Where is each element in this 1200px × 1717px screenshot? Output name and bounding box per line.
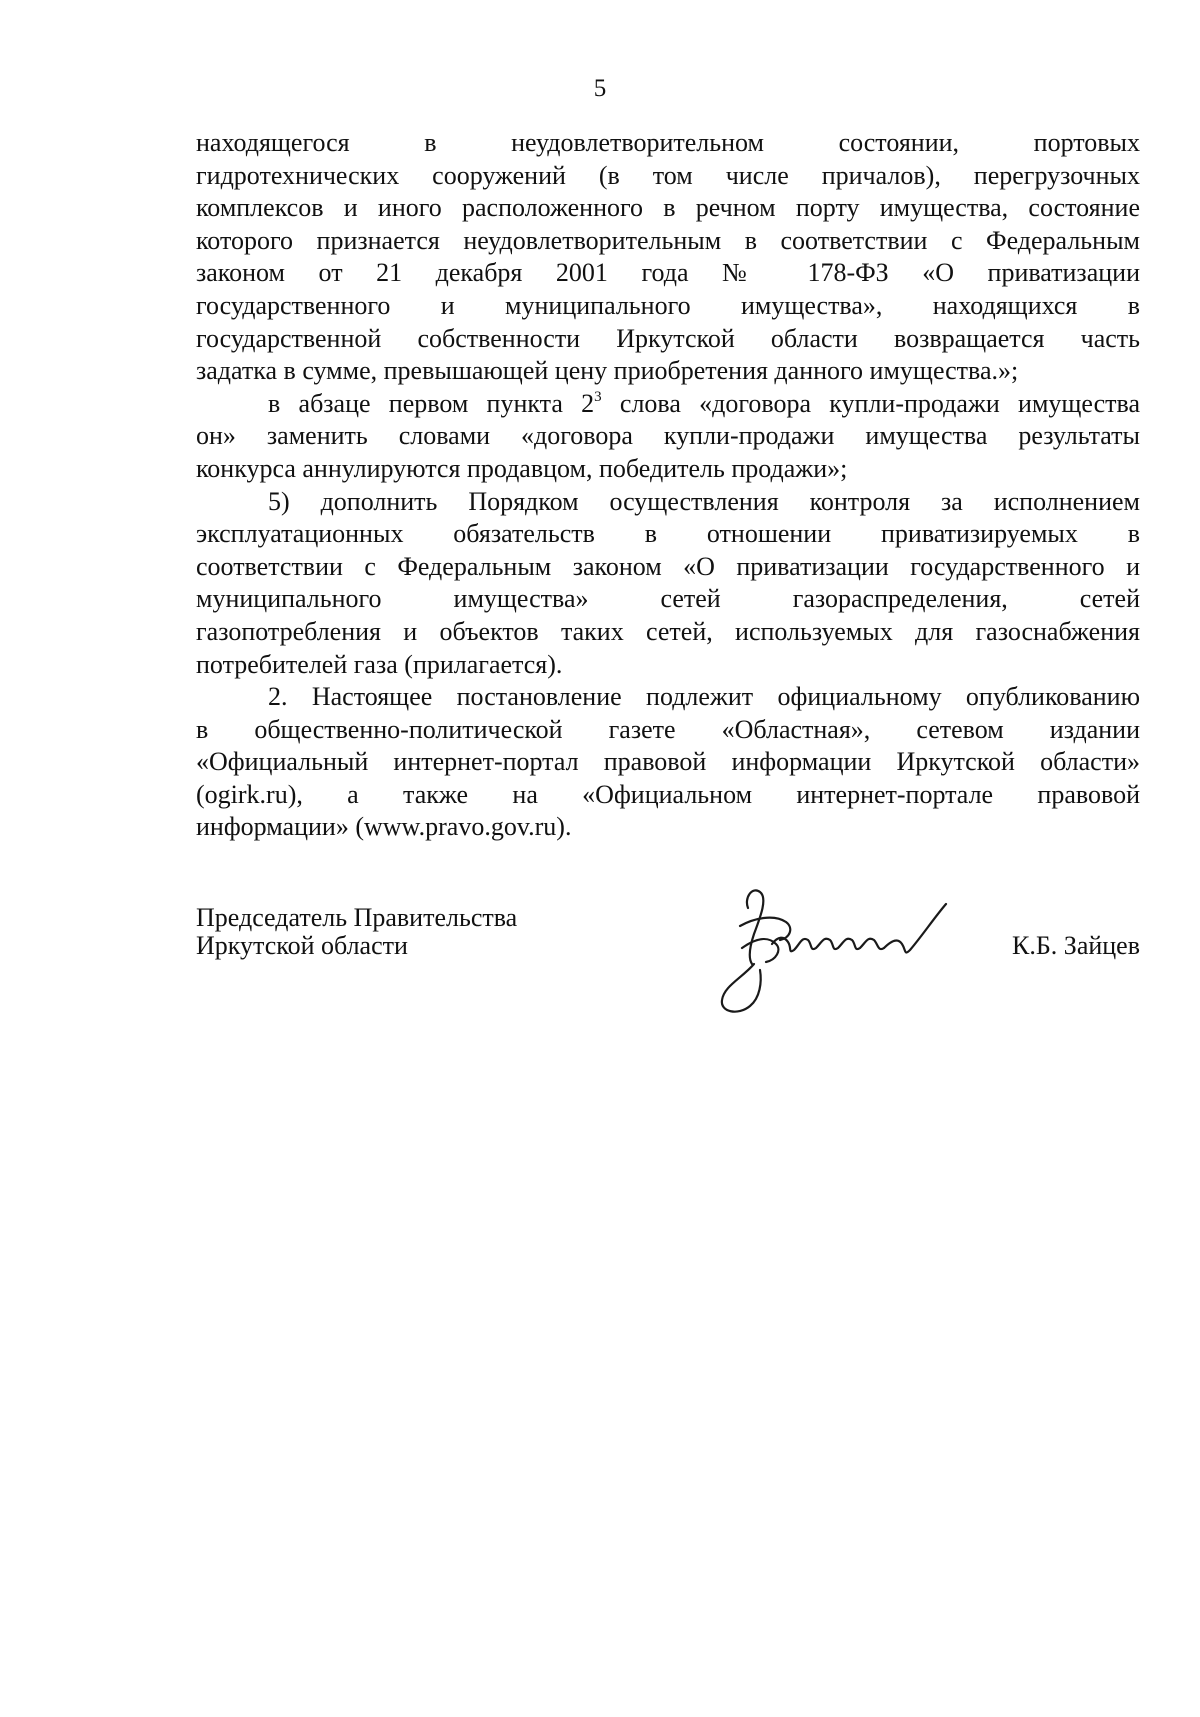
text-line: соответствии с Федеральным законом «О приватизации государственного и	[196, 551, 1140, 581]
text-line: государственного и муниципального имущества», находящихся в	[196, 290, 1140, 320]
text-line: комплексов и иного расположенного в речном порту имущества, состояние	[196, 193, 1140, 223]
text-line: информации» (www.pravo.gov.ru).	[196, 812, 572, 842]
text-line: конкурса аннулируются продавцом, победитель продажи»;	[196, 453, 848, 483]
paragraph-continuation	[196, 127, 1140, 388]
text-line: которого признается неудовлетворительным в соответствии с Федеральным	[196, 225, 1140, 255]
paragraph-item-5	[196, 486, 1140, 682]
position-line: Иркутской области	[196, 931, 408, 960]
text-line: задатка в сумме, превышающей цену приобретения данного имущества.»;	[196, 356, 1019, 386]
text-line: 2. Настоящее постановление подлежит официальному опубликованию	[268, 682, 1140, 712]
text-line: гидротехнических сооружений (в том числе причалов), перегрузочных	[196, 160, 1140, 190]
superscript: 3	[594, 388, 602, 405]
text-line: 5) дополнить Порядком осуществления контроля за исполнением	[268, 486, 1140, 516]
signature-block	[196, 904, 1140, 1024]
document-body	[196, 127, 1140, 844]
handwritten-signature	[702, 878, 952, 1018]
text-line: законом от 21 декабря 2001 года № 178-ФЗ «О приватизации	[196, 258, 1140, 288]
paragraph-publication	[196, 681, 1140, 844]
text-line: находящегося в неудовлетворительном состоянии, портовых	[196, 128, 1140, 157]
page-number: 5	[593, 75, 607, 102]
text-line: «Официальный интернет-портал правовой информации Иркутской области»	[196, 747, 1140, 777]
text-line: эксплуатационных обязательств в отношении приватизируемых в	[196, 519, 1140, 549]
signatory-name: К.Б. Зайцев	[1012, 931, 1140, 960]
position-line: Председатель Правительства	[196, 903, 518, 932]
text-line	[196, 388, 1140, 421]
text-fragment: слова «договора купли-продажи имущества	[601, 388, 1140, 418]
text-line: газопотребления и объектов таких сетей, используемых для газоснабжения	[196, 616, 1140, 646]
text-line: государственной собственности Иркутской области возвращается часть	[196, 323, 1140, 353]
text-line: потребителей газа (прилагается).	[196, 649, 563, 679]
text-line: в общественно-политической газете «Областная», сетевом издании	[196, 714, 1140, 744]
signatory-position	[196, 904, 517, 960]
text-line: (ogirk.ru), а также на «Официальном интернет-портале правовой	[196, 779, 1140, 809]
text-fragment: в абзаце первом пункта 2	[268, 388, 595, 418]
text-line: муниципального имущества» сетей газораспределения, сетей	[196, 584, 1140, 614]
paragraph-amendment	[196, 388, 1140, 486]
text-line: он» заменить словами «договора купли-продажи имущества результаты	[196, 421, 1140, 451]
